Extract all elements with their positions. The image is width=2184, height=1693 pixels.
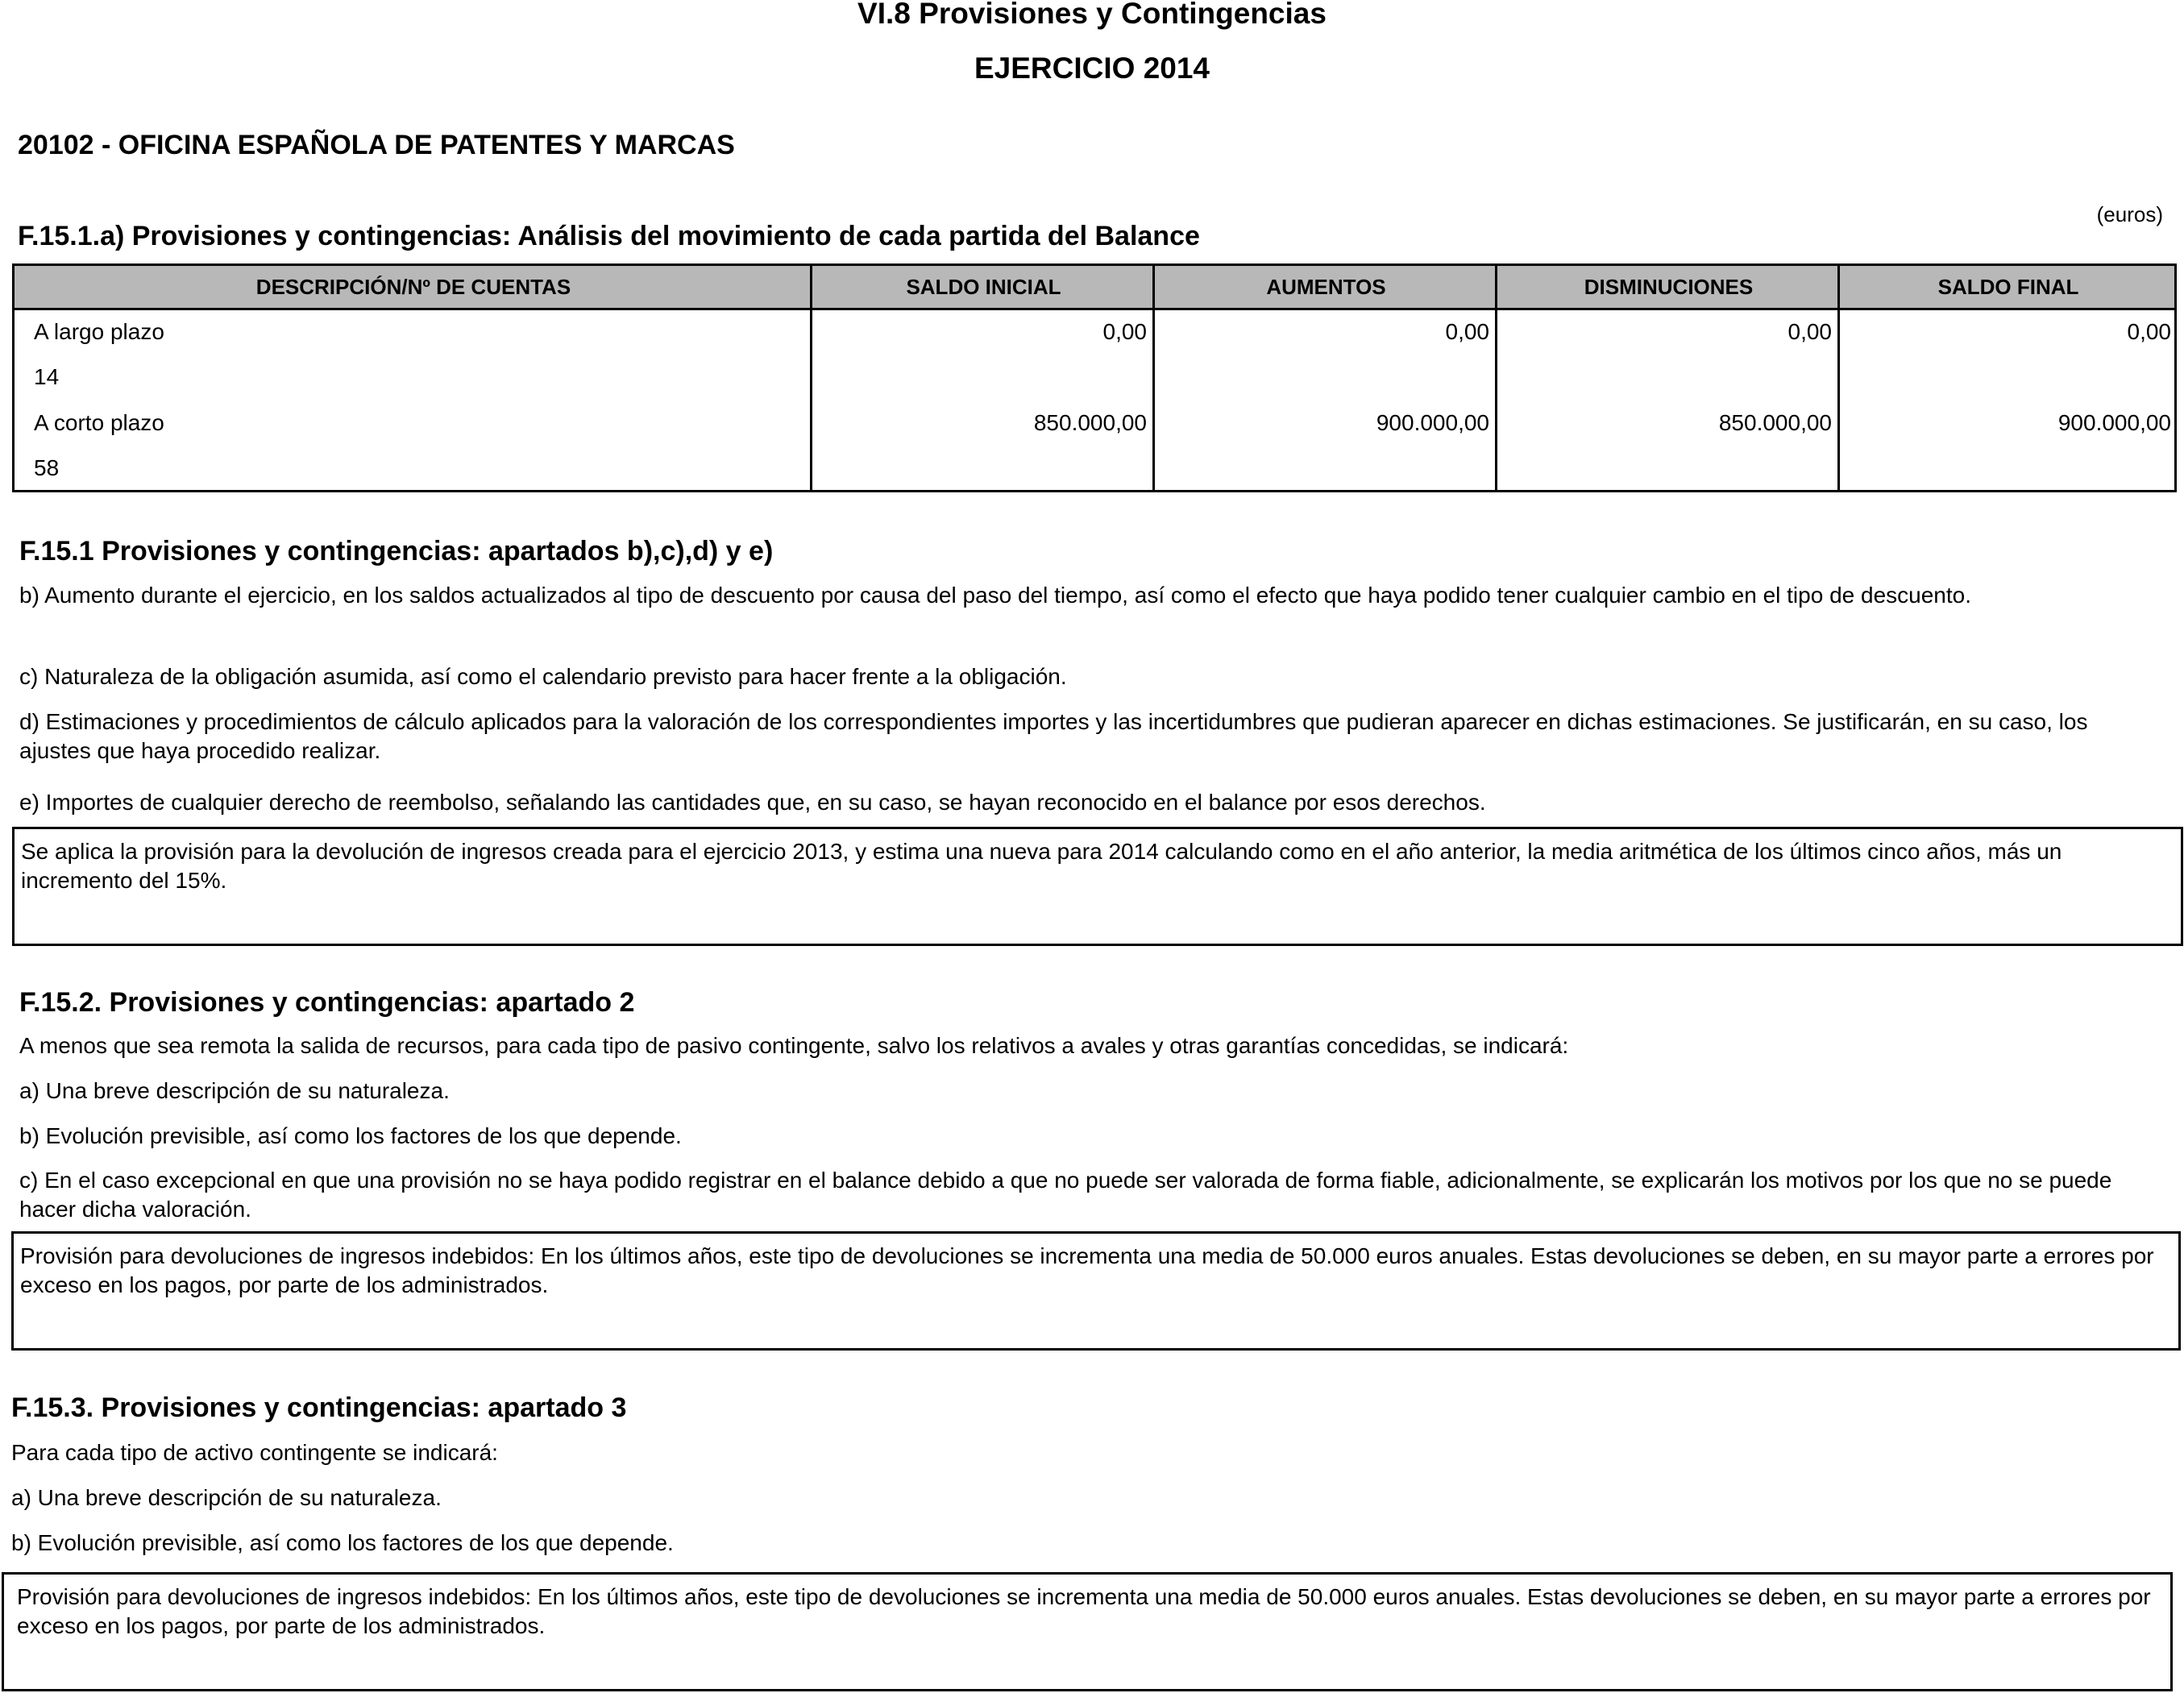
item-e-text: e) Importes de cualquier derecho de reembolso, señalando las cantidades que, en su caso, se hayan reconocido en el balance por esos derechos. bbox=[19, 790, 1486, 815]
column-header-saldo-inicial: SALDO INICIAL bbox=[906, 275, 1061, 299]
note-text: Provisión para devoluciones de ingresos indebidos: En los últimos años, este tipo de devoluciones se incrementa una media de 50.000 euros anuales. Estas devoluciones se deben, en su mayor parte a errores por exceso en los pagos, por parte de los administrados. bbox=[20, 1243, 2154, 1297]
row-saldo-inicial: 850.000,00 bbox=[1033, 410, 1147, 435]
row-disminuciones: 850.000,00 bbox=[1718, 410, 1832, 435]
movement-table bbox=[12, 263, 2177, 492]
section-f152-heading: F.15.2. Provisiones y contingencias: apartado 2 bbox=[19, 987, 635, 1018]
row-account: 58 bbox=[34, 455, 60, 480]
column-header-aumentos: AUMENTOS bbox=[1266, 275, 1386, 299]
row-aumentos: 0,00 bbox=[1445, 319, 1489, 344]
note-box bbox=[12, 827, 2183, 946]
row-saldo-final: 900.000,00 bbox=[2057, 410, 2171, 435]
intro-text: Para cada tipo de activo contingente se indicará: bbox=[11, 1440, 498, 1465]
note-text: Se aplica la provisión para la devolución de ingresos creada para el ejercicio 2013, y estima una nueva para 2014 calculando como en el año anterior, la media aritmética de los últimos cinco años, más un incremento del 15%. bbox=[21, 839, 2062, 893]
section-f153-heading: F.15.3. Provisiones y contingencias: apartado 3 bbox=[11, 1392, 627, 1423]
item-a-text: a) Una breve descripción de su naturaleza. bbox=[11, 1485, 442, 1510]
units-label: (euros) bbox=[2096, 202, 2163, 226]
document-title: VI.8 Provisiones y Contingencias bbox=[857, 0, 1327, 30]
row-saldo-inicial: 0,00 bbox=[1102, 319, 1147, 344]
item-c-text: c) Naturaleza de la obligación asumida, así como el calendario previsto para hacer frente a la obligación. bbox=[19, 664, 1067, 689]
column-divider bbox=[1495, 266, 1497, 490]
section-f151a-heading: F.15.1.a) Provisiones y contingencias: Análisis del movimiento de cada partida del Balance bbox=[18, 221, 1200, 251]
intro-text: A menos que sea remota la salida de recursos, para cada tipo de pasivo contingente, salvo los relativos a avales y otras garantías concedidas, se indicará: bbox=[19, 1033, 1569, 1058]
note-text: Provisión para devoluciones de ingresos indebidos: En los últimos años, este tipo de devoluciones se incrementa una media de 50.000 euros anuales. Estas devoluciones se deben, en su mayor parte a errores por exceso en los pagos, por parte de los administrados. bbox=[17, 1584, 2151, 1638]
item-b-text: b) Evolución previsible, así como los factores de los que depende. bbox=[19, 1123, 682, 1148]
item-c-text: c) En el caso excepcional en que una provisión no se haya podido registrar en el balance debido a que no puede ser valorada de forma fiable, adicionalmente, se explicarán los motivos por los que no se puede hacer dicha valoración. bbox=[19, 1168, 2112, 1222]
note-box bbox=[11, 1231, 2181, 1351]
row-account: 14 bbox=[34, 364, 60, 389]
column-header-saldo-final: SALDO FINAL bbox=[1937, 275, 2079, 299]
row-aumentos: 900.000,00 bbox=[1376, 410, 1489, 435]
column-header-disminuciones: DISMINUCIONES bbox=[1584, 275, 1754, 299]
table-header bbox=[15, 266, 2174, 310]
item-b-text: b) Evolución previsible, así como los factores de los que depende. bbox=[11, 1530, 674, 1555]
column-header-description: DESCRIPCIÓN/Nº DE CUENTAS bbox=[255, 275, 571, 299]
note-box bbox=[2, 1572, 2173, 1691]
document-subtitle: EJERCICIO 2014 bbox=[974, 52, 1210, 85]
column-divider bbox=[1837, 266, 1840, 490]
row-saldo-final: 0,00 bbox=[2127, 319, 2171, 344]
row-description: A largo plazo bbox=[34, 319, 164, 344]
column-divider bbox=[1152, 266, 1155, 490]
section-f151-heading: F.15.1 Provisiones y contingencias: apartados b),c),d) y e) bbox=[19, 536, 774, 566]
organization-heading: 20102 - OFICINA ESPAÑOLA DE PATENTES Y MARCAS bbox=[18, 130, 735, 160]
item-d-text: d) Estimaciones y procedimientos de cálculo aplicados para la valoración de los correspondientes importes y las incertidumbres que pudieran aparecer en dichas estimaciones. Se justificarán, en su caso, los ajustes que haya procedido realizar. bbox=[19, 709, 2088, 763]
row-description: A corto plazo bbox=[34, 410, 164, 435]
item-a-text: a) Una breve descripción de su naturaleza. bbox=[19, 1078, 450, 1103]
row-disminuciones: 0,00 bbox=[1787, 319, 1832, 344]
item-b-text: b) Aumento durante el ejercicio, en los saldos actualizados al tipo de descuento por causa del paso del tiempo, así como el efecto que haya podido tener cualquier cambio en el tipo de descuento. bbox=[19, 583, 1971, 608]
column-divider bbox=[810, 266, 812, 490]
